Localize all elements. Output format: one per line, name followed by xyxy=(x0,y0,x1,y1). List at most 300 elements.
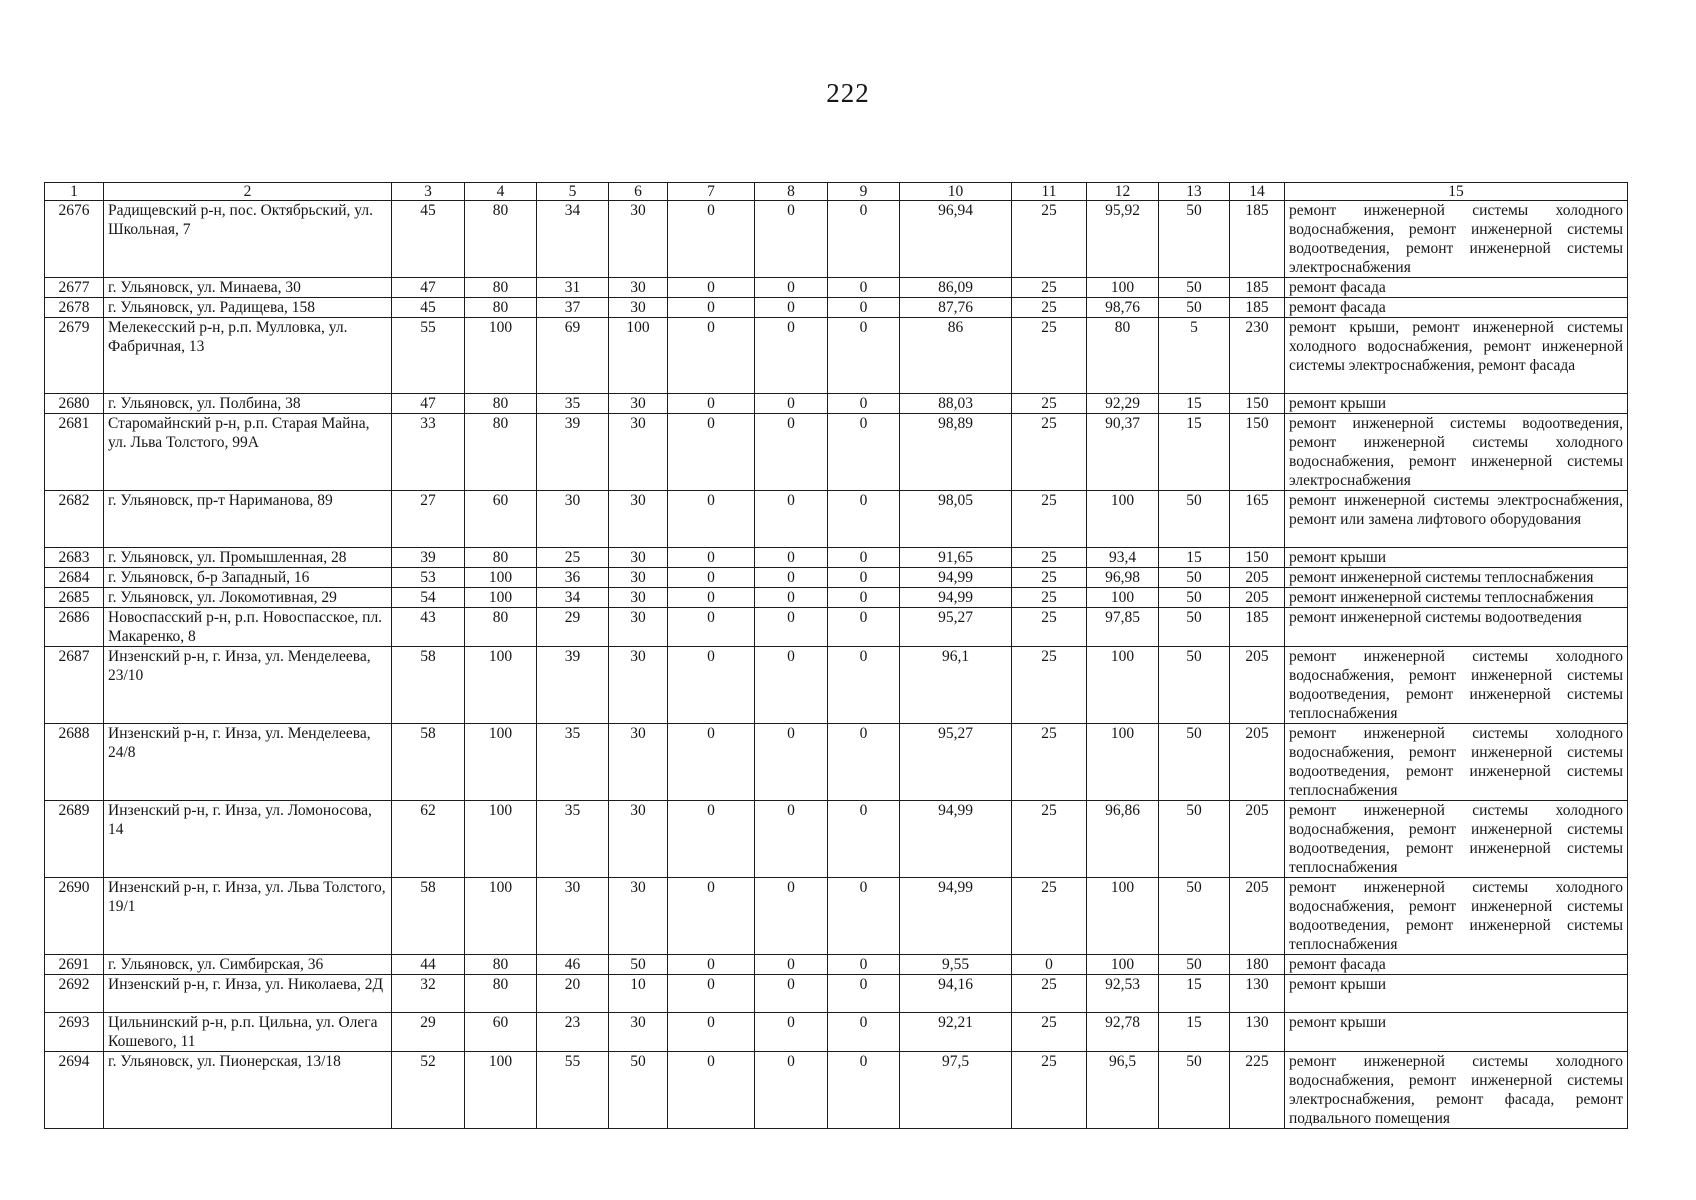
column-header: 6 xyxy=(609,183,668,201)
value-cell: 50 xyxy=(1159,568,1230,588)
value-cell: 94,99 xyxy=(900,568,1012,588)
row-number: 2677 xyxy=(45,278,104,298)
work-type-cell: ремонт инженерной системы холодного водоснабжения, ремонт инженерной системы водоотведения, ремонт инженерной системы электроснабжения xyxy=(1285,201,1628,278)
value-cell: 25 xyxy=(1012,801,1087,878)
value-cell: 185 xyxy=(1230,278,1285,298)
value-cell: 80 xyxy=(465,298,537,318)
column-header: 4 xyxy=(465,183,537,201)
work-type-cell: ремонт фасада xyxy=(1285,278,1628,298)
value-cell: 100 xyxy=(465,724,537,801)
address-cell: Мелекесский р-н, р.п. Мулловка, ул. Фабричная, 13 xyxy=(104,318,392,394)
value-cell: 94,99 xyxy=(900,878,1012,955)
work-type-cell: ремонт крыши xyxy=(1285,1013,1628,1052)
value-cell: 96,94 xyxy=(900,201,1012,278)
value-cell: 0 xyxy=(828,588,900,608)
column-header: 5 xyxy=(537,183,609,201)
value-cell: 80 xyxy=(465,394,537,414)
value-cell: 92,21 xyxy=(900,1013,1012,1052)
row-number: 2683 xyxy=(45,548,104,568)
value-cell: 0 xyxy=(755,955,828,975)
value-cell: 87,76 xyxy=(900,298,1012,318)
table-row xyxy=(45,1052,1628,1129)
value-cell: 0 xyxy=(828,801,900,878)
value-cell: 47 xyxy=(392,394,465,414)
table-row xyxy=(45,548,1628,568)
table-row xyxy=(45,724,1628,801)
value-cell: 80 xyxy=(465,955,537,975)
value-cell: 25 xyxy=(1012,278,1087,298)
value-cell: 20 xyxy=(537,975,609,1013)
value-cell: 0 xyxy=(668,491,755,548)
value-cell: 180 xyxy=(1230,955,1285,975)
value-cell: 69 xyxy=(537,318,609,394)
value-cell: 25 xyxy=(1012,201,1087,278)
column-header: 14 xyxy=(1230,183,1285,201)
value-cell: 94,99 xyxy=(900,588,1012,608)
value-cell: 0 xyxy=(755,298,828,318)
value-cell: 39 xyxy=(537,414,609,491)
address-cell: Инзенский р-н, г. Инза, ул. Менделеева, 23/10 xyxy=(104,647,392,724)
value-cell: 50 xyxy=(1159,588,1230,608)
value-cell: 100 xyxy=(1087,955,1159,975)
address-cell: г. Ульяновск, ул. Промышленная, 28 xyxy=(104,548,392,568)
work-type-cell: ремонт инженерной системы электроснабжения, ремонт или замена лифтового оборудования xyxy=(1285,491,1628,548)
value-cell: 0 xyxy=(755,1013,828,1052)
value-cell: 0 xyxy=(668,724,755,801)
value-cell: 130 xyxy=(1230,975,1285,1013)
value-cell: 25 xyxy=(1012,568,1087,588)
value-cell: 0 xyxy=(828,491,900,548)
value-cell: 50 xyxy=(609,955,668,975)
value-cell: 0 xyxy=(755,318,828,394)
work-type-cell: ремонт инженерной системы холодного водоснабжения, ремонт инженерной системы водоотведения, ремонт инженерной системы теплоснабжения xyxy=(1285,878,1628,955)
value-cell: 80 xyxy=(465,201,537,278)
value-cell: 23 xyxy=(537,1013,609,1052)
value-cell: 230 xyxy=(1230,318,1285,394)
value-cell: 27 xyxy=(392,491,465,548)
table-row xyxy=(45,647,1628,724)
value-cell: 88,03 xyxy=(900,394,1012,414)
value-cell: 30 xyxy=(609,298,668,318)
value-cell: 130 xyxy=(1230,1013,1285,1052)
value-cell: 25 xyxy=(1012,975,1087,1013)
value-cell: 0 xyxy=(828,608,900,647)
value-cell: 33 xyxy=(392,414,465,491)
value-cell: 30 xyxy=(609,568,668,588)
value-cell: 97,85 xyxy=(1087,608,1159,647)
value-cell: 95,92 xyxy=(1087,201,1159,278)
value-cell: 37 xyxy=(537,298,609,318)
row-number: 2684 xyxy=(45,568,104,588)
column-header: 10 xyxy=(900,183,1012,201)
value-cell: 39 xyxy=(537,647,609,724)
address-cell: г. Ульяновск, ул. Минаева, 30 xyxy=(104,278,392,298)
value-cell: 0 xyxy=(668,647,755,724)
value-cell: 0 xyxy=(668,394,755,414)
value-cell: 39 xyxy=(392,548,465,568)
work-type-cell: ремонт инженерной системы водоотведения xyxy=(1285,608,1628,647)
work-type-cell: ремонт инженерной системы теплоснабжения xyxy=(1285,588,1628,608)
value-cell: 36 xyxy=(537,568,609,588)
value-cell: 0 xyxy=(755,394,828,414)
value-cell: 35 xyxy=(537,724,609,801)
value-cell: 100 xyxy=(1087,878,1159,955)
address-cell: г. Ульяновск, б-р Западный, 16 xyxy=(104,568,392,588)
value-cell: 30 xyxy=(609,724,668,801)
value-cell: 96,98 xyxy=(1087,568,1159,588)
value-cell: 92,29 xyxy=(1087,394,1159,414)
address-cell: Инзенский р-н, г. Инза, ул. Льва Толстого, 19/1 xyxy=(104,878,392,955)
address-cell: Инзенский р-н, г. Инза, ул. Менделеева, 24/8 xyxy=(104,724,392,801)
value-cell: 97,5 xyxy=(900,1052,1012,1129)
value-cell: 100 xyxy=(465,878,537,955)
address-cell: Старомайнский р-н, р.п. Старая Майна, ул. Льва Толстого, 99А xyxy=(104,414,392,491)
value-cell: 54 xyxy=(392,588,465,608)
value-cell: 55 xyxy=(392,318,465,394)
repair-registry-table xyxy=(44,182,1628,1129)
value-cell: 30 xyxy=(609,647,668,724)
value-cell: 0 xyxy=(755,278,828,298)
value-cell: 50 xyxy=(1159,1052,1230,1129)
work-type-cell: ремонт крыши xyxy=(1285,975,1628,1013)
value-cell: 0 xyxy=(828,414,900,491)
work-type-cell: ремонт крыши xyxy=(1285,548,1628,568)
address-cell: Радищевский р-н, пос. Октябрьский, ул. Школьная, 7 xyxy=(104,201,392,278)
value-cell: 50 xyxy=(1159,278,1230,298)
table-body xyxy=(45,201,1628,1129)
value-cell: 60 xyxy=(465,1013,537,1052)
value-cell: 0 xyxy=(828,568,900,588)
value-cell: 0 xyxy=(755,568,828,588)
address-cell: Цильнинский р-н, р.п. Цильна, ул. Олега Кошевого, 11 xyxy=(104,1013,392,1052)
value-cell: 53 xyxy=(392,568,465,588)
value-cell: 0 xyxy=(755,491,828,548)
value-cell: 0 xyxy=(828,647,900,724)
value-cell: 80 xyxy=(465,414,537,491)
value-cell: 80 xyxy=(465,278,537,298)
work-type-cell: ремонт фасада xyxy=(1285,298,1628,318)
value-cell: 0 xyxy=(668,201,755,278)
value-cell: 50 xyxy=(1159,955,1230,975)
value-cell: 50 xyxy=(1159,608,1230,647)
value-cell: 0 xyxy=(668,955,755,975)
value-cell: 98,76 xyxy=(1087,298,1159,318)
value-cell: 0 xyxy=(828,278,900,298)
table-row xyxy=(45,878,1628,955)
value-cell: 185 xyxy=(1230,608,1285,647)
value-cell: 35 xyxy=(537,394,609,414)
row-number: 2679 xyxy=(45,318,104,394)
value-cell: 100 xyxy=(1087,491,1159,548)
value-cell: 43 xyxy=(392,608,465,647)
column-header: 13 xyxy=(1159,183,1230,201)
value-cell: 15 xyxy=(1159,414,1230,491)
column-header: 15 xyxy=(1285,183,1628,201)
value-cell: 25 xyxy=(1012,588,1087,608)
value-cell: 205 xyxy=(1230,878,1285,955)
address-cell: Инзенский р-н, г. Инза, ул. Николаева, 2Д xyxy=(104,975,392,1013)
column-header: 11 xyxy=(1012,183,1087,201)
value-cell: 0 xyxy=(828,878,900,955)
row-number: 2685 xyxy=(45,588,104,608)
value-cell: 50 xyxy=(1159,801,1230,878)
table-row xyxy=(45,568,1628,588)
value-cell: 92,53 xyxy=(1087,975,1159,1013)
value-cell: 25 xyxy=(1012,414,1087,491)
value-cell: 185 xyxy=(1230,298,1285,318)
value-cell: 0 xyxy=(668,588,755,608)
row-number: 2691 xyxy=(45,955,104,975)
value-cell: 90,37 xyxy=(1087,414,1159,491)
value-cell: 0 xyxy=(1012,955,1087,975)
address-cell: г. Ульяновск, ул. Пионерская, 13/18 xyxy=(104,1052,392,1129)
work-type-cell: ремонт инженерной системы холодного водоснабжения, ремонт инженерной системы водоотведения, ремонт инженерной системы теплоснабжения xyxy=(1285,724,1628,801)
value-cell: 15 xyxy=(1159,975,1230,1013)
value-cell: 25 xyxy=(1012,878,1087,955)
value-cell: 60 xyxy=(465,491,537,548)
value-cell: 0 xyxy=(755,548,828,568)
row-number: 2678 xyxy=(45,298,104,318)
value-cell: 0 xyxy=(828,975,900,1013)
value-cell: 0 xyxy=(755,1052,828,1129)
value-cell: 93,4 xyxy=(1087,548,1159,568)
address-cell: г. Ульяновск, ул. Полбина, 38 xyxy=(104,394,392,414)
value-cell: 10 xyxy=(609,975,668,1013)
value-cell: 25 xyxy=(1012,548,1087,568)
column-header: 9 xyxy=(828,183,900,201)
value-cell: 98,89 xyxy=(900,414,1012,491)
value-cell: 50 xyxy=(609,1052,668,1129)
value-cell: 25 xyxy=(1012,394,1087,414)
value-cell: 91,65 xyxy=(900,548,1012,568)
value-cell: 58 xyxy=(392,647,465,724)
value-cell: 0 xyxy=(755,588,828,608)
value-cell: 205 xyxy=(1230,568,1285,588)
address-cell: г. Ульяновск, ул. Локомотивная, 29 xyxy=(104,588,392,608)
value-cell: 0 xyxy=(828,298,900,318)
value-cell: 0 xyxy=(828,318,900,394)
value-cell: 0 xyxy=(755,647,828,724)
value-cell: 100 xyxy=(1087,588,1159,608)
value-cell: 30 xyxy=(609,548,668,568)
value-cell: 150 xyxy=(1230,394,1285,414)
value-cell: 45 xyxy=(392,298,465,318)
value-cell: 50 xyxy=(1159,878,1230,955)
value-cell: 30 xyxy=(609,201,668,278)
work-type-cell: ремонт фасада xyxy=(1285,955,1628,975)
table-row xyxy=(45,975,1628,1013)
table-row xyxy=(45,955,1628,975)
row-number: 2689 xyxy=(45,801,104,878)
value-cell: 50 xyxy=(1159,201,1230,278)
value-cell: 0 xyxy=(828,955,900,975)
value-cell: 205 xyxy=(1230,588,1285,608)
row-number: 2694 xyxy=(45,1052,104,1129)
value-cell: 9,55 xyxy=(900,955,1012,975)
value-cell: 100 xyxy=(609,318,668,394)
value-cell: 80 xyxy=(465,608,537,647)
value-cell: 96,86 xyxy=(1087,801,1159,878)
value-cell: 94,16 xyxy=(900,975,1012,1013)
column-header: 7 xyxy=(668,183,755,201)
row-number: 2692 xyxy=(45,975,104,1013)
value-cell: 0 xyxy=(755,878,828,955)
value-cell: 0 xyxy=(828,548,900,568)
value-cell: 205 xyxy=(1230,647,1285,724)
table-row xyxy=(45,608,1628,647)
value-cell: 95,27 xyxy=(900,608,1012,647)
row-number: 2687 xyxy=(45,647,104,724)
value-cell: 0 xyxy=(828,1052,900,1129)
work-type-cell: ремонт инженерной системы водоотведения, ремонт инженерной системы холодного водоснабжения, ремонт инженерной системы электроснабжения xyxy=(1285,414,1628,491)
address-cell: Инзенский р-н, г. Инза, ул. Ломоносова, 14 xyxy=(104,801,392,878)
table-row xyxy=(45,201,1628,278)
value-cell: 0 xyxy=(828,201,900,278)
value-cell: 55 xyxy=(537,1052,609,1129)
address-cell: г. Ульяновск, пр-т Нариманова, 89 xyxy=(104,491,392,548)
work-type-cell: ремонт инженерной системы холодного водоснабжения, ремонт инженерной системы электроснабжения, ремонт фасада, ремонт подвального помещения xyxy=(1285,1052,1628,1129)
value-cell: 205 xyxy=(1230,724,1285,801)
work-type-cell: ремонт крыши, ремонт инженерной системы холодного водоснабжения, ремонт инженерной системы электроснабжения, ремонт фасада xyxy=(1285,318,1628,394)
value-cell: 31 xyxy=(537,278,609,298)
value-cell: 62 xyxy=(392,801,465,878)
table-row xyxy=(45,588,1628,608)
value-cell: 30 xyxy=(609,878,668,955)
value-cell: 35 xyxy=(537,801,609,878)
value-cell: 50 xyxy=(1159,298,1230,318)
value-cell: 94,99 xyxy=(900,801,1012,878)
value-cell: 86,09 xyxy=(900,278,1012,298)
value-cell: 0 xyxy=(668,568,755,588)
work-type-cell: ремонт крыши xyxy=(1285,394,1628,414)
value-cell: 15 xyxy=(1159,1013,1230,1052)
value-cell: 0 xyxy=(668,1052,755,1129)
table-row xyxy=(45,394,1628,414)
value-cell: 29 xyxy=(537,608,609,647)
header-row xyxy=(45,183,1628,201)
value-cell: 0 xyxy=(828,394,900,414)
value-cell: 15 xyxy=(1159,394,1230,414)
value-cell: 0 xyxy=(668,318,755,394)
value-cell: 100 xyxy=(1087,278,1159,298)
row-number: 2690 xyxy=(45,878,104,955)
value-cell: 45 xyxy=(392,201,465,278)
value-cell: 29 xyxy=(392,1013,465,1052)
value-cell: 30 xyxy=(537,878,609,955)
value-cell: 185 xyxy=(1230,201,1285,278)
table-row xyxy=(45,298,1628,318)
value-cell: 30 xyxy=(537,491,609,548)
value-cell: 25 xyxy=(1012,724,1087,801)
work-type-cell: ремонт инженерной системы холодного водоснабжения, ремонт инженерной системы водоотведения, ремонт инженерной системы теплоснабжения xyxy=(1285,647,1628,724)
value-cell: 0 xyxy=(668,878,755,955)
work-type-cell: ремонт инженерной системы холодного водоснабжения, ремонт инженерной системы водоотведения, ремонт инженерной системы теплоснабжения xyxy=(1285,801,1628,878)
value-cell: 100 xyxy=(465,647,537,724)
value-cell: 50 xyxy=(1159,724,1230,801)
value-cell: 0 xyxy=(668,975,755,1013)
value-cell: 25 xyxy=(1012,491,1087,548)
value-cell: 80 xyxy=(465,548,537,568)
value-cell: 165 xyxy=(1230,491,1285,548)
value-cell: 0 xyxy=(755,724,828,801)
row-number: 2693 xyxy=(45,1013,104,1052)
address-cell: г. Ульяновск, ул. Симбирская, 36 xyxy=(104,955,392,975)
value-cell: 150 xyxy=(1230,548,1285,568)
value-cell: 15 xyxy=(1159,548,1230,568)
value-cell: 32 xyxy=(392,975,465,1013)
value-cell: 34 xyxy=(537,201,609,278)
value-cell: 0 xyxy=(668,278,755,298)
value-cell: 95,27 xyxy=(900,724,1012,801)
value-cell: 50 xyxy=(1159,491,1230,548)
address-cell: г. Ульяновск, ул. Радищева, 158 xyxy=(104,298,392,318)
value-cell: 50 xyxy=(1159,647,1230,724)
value-cell: 86 xyxy=(900,318,1012,394)
value-cell: 100 xyxy=(1087,724,1159,801)
value-cell: 100 xyxy=(465,568,537,588)
value-cell: 25 xyxy=(537,548,609,568)
value-cell: 0 xyxy=(668,1013,755,1052)
value-cell: 0 xyxy=(668,414,755,491)
page-number: 222 xyxy=(826,78,870,108)
value-cell: 30 xyxy=(609,588,668,608)
value-cell: 0 xyxy=(828,724,900,801)
column-header: 2 xyxy=(104,183,392,201)
value-cell: 58 xyxy=(392,724,465,801)
value-cell: 58 xyxy=(392,878,465,955)
row-number: 2686 xyxy=(45,608,104,647)
value-cell: 0 xyxy=(755,608,828,647)
row-number: 2688 xyxy=(45,724,104,801)
address-cell: Новоспасский р-н, р.п. Новоспасское, пл. Макаренко, 8 xyxy=(104,608,392,647)
value-cell: 30 xyxy=(609,608,668,647)
value-cell: 0 xyxy=(755,414,828,491)
value-cell: 46 xyxy=(537,955,609,975)
row-number: 2680 xyxy=(45,394,104,414)
value-cell: 25 xyxy=(1012,298,1087,318)
value-cell: 96,5 xyxy=(1087,1052,1159,1129)
value-cell: 98,05 xyxy=(900,491,1012,548)
value-cell: 5 xyxy=(1159,318,1230,394)
value-cell: 225 xyxy=(1230,1052,1285,1129)
value-cell: 100 xyxy=(465,1052,537,1129)
value-cell: 0 xyxy=(755,201,828,278)
value-cell: 25 xyxy=(1012,1052,1087,1129)
table-row xyxy=(45,318,1628,394)
column-header: 3 xyxy=(392,183,465,201)
value-cell: 0 xyxy=(755,975,828,1013)
value-cell: 205 xyxy=(1230,801,1285,878)
table-row xyxy=(45,278,1628,298)
value-cell: 30 xyxy=(609,491,668,548)
value-cell: 25 xyxy=(1012,1013,1087,1052)
column-header: 8 xyxy=(755,183,828,201)
column-header: 12 xyxy=(1087,183,1159,201)
value-cell: 100 xyxy=(465,318,537,394)
value-cell: 0 xyxy=(668,298,755,318)
value-cell: 0 xyxy=(668,608,755,647)
table-row xyxy=(45,491,1628,548)
value-cell: 100 xyxy=(465,801,537,878)
value-cell: 34 xyxy=(537,588,609,608)
value-cell: 100 xyxy=(1087,647,1159,724)
value-cell: 0 xyxy=(668,548,755,568)
value-cell: 0 xyxy=(828,1013,900,1052)
value-cell: 0 xyxy=(668,801,755,878)
work-type-cell: ремонт инженерной системы теплоснабжения xyxy=(1285,568,1628,588)
value-cell: 100 xyxy=(465,588,537,608)
row-number: 2682 xyxy=(45,491,104,548)
